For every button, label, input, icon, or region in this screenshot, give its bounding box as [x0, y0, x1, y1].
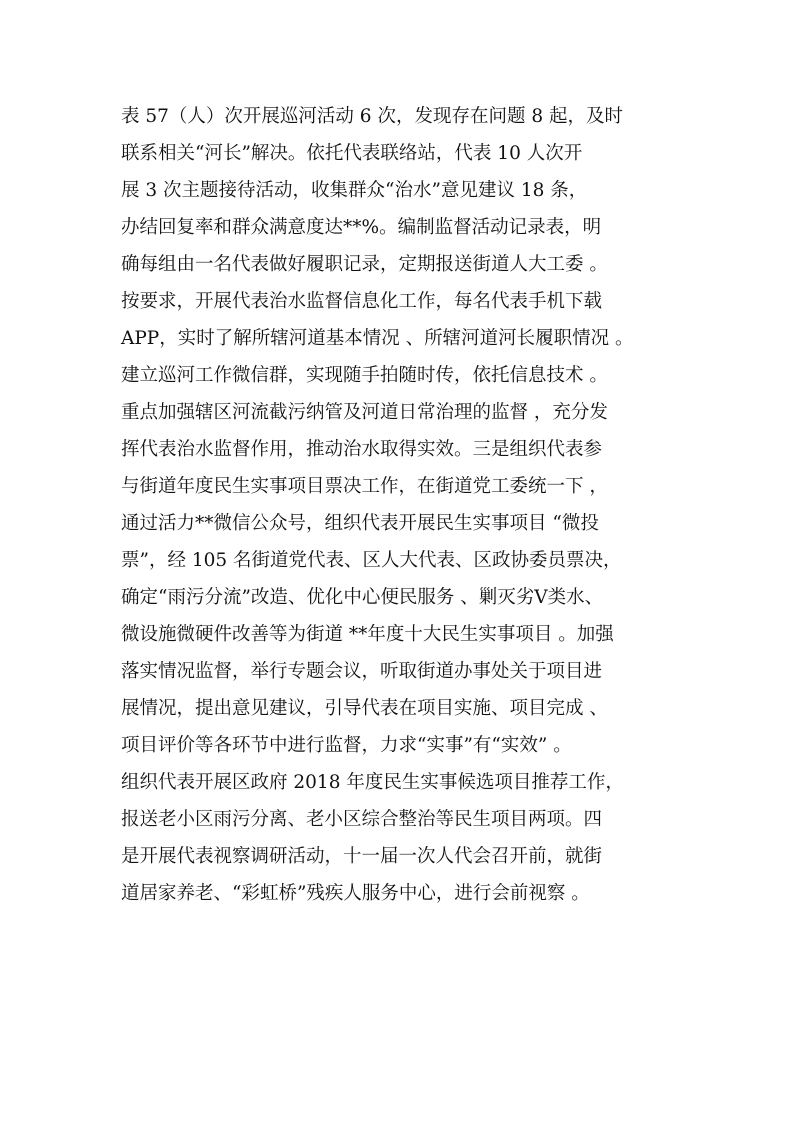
text-line: 项目评价等各环节中进行监督，力求“实事”有“实效” 。 [121, 735, 572, 756]
text-line: 联系相关“河长”解决。依托代表联络站，代表 10 人次开 [121, 143, 583, 164]
text-line: 道居家养老、“彩虹桥”残疾人服务中心，进行会前视察 。 [121, 883, 590, 904]
text-line: 挥代表治水监督作用，推动治水取得实效。三是组织代表参 [121, 439, 603, 460]
text-line: 建立巡河工作微信群，实现随手拍随时传，依托信息技术 。 [121, 365, 608, 386]
body-text [121, 98, 681, 912]
text-line: 与街道年度民生实事项目票决工作，在街道党工委统一下 ， [121, 476, 608, 497]
text-line: APP，实时了解所辖河道基本情况 、所辖河道河长履职情况 。 [121, 328, 634, 349]
text-line: 办结回复率和群众满意度达**%。编制监督活动记录表，明 [121, 217, 602, 238]
text-line: 展情况，提出意见建议，引导代表在项目实施、项目完成 、 [121, 698, 608, 719]
text-line: 确定“雨污分流”改造、优化中心便民服务 、剿灭劣Ⅴ类水、 [121, 587, 604, 608]
text-line: 确每组由一名代表做好履职记录，定期报送街道人大工委 。 [121, 254, 608, 275]
text-line: 票”，经 105 名街道党代表、区人大代表、区政协委员票决， [121, 550, 622, 571]
text-line: 微设施微硬件改善等为街道 **年度十大民生实事项目 。加强 [121, 624, 614, 645]
text-line: 落实情况监督，举行专题会议，听取街道办事处关于项目进 [121, 661, 603, 682]
text-line: 组织代表开展区政府 2018 年度民生实事候选项目推荐工作， [121, 772, 624, 793]
text-line: 报送老小区雨污分离、老小区综合整治等民生项目两项。四 [121, 809, 603, 830]
text-line: 按要求，开展代表治水监督信息化工作，每名代表手机下载 [121, 291, 603, 312]
text-line: 重点加强辖区河流截污纳管及河道日常治理的监督 ，充分发 [121, 402, 608, 423]
text-line: 通过活力**微信公众号，组织代表开展民生实事项目 “微投 [121, 513, 599, 534]
text-line: 表 57（人）次开展巡河活动 6 次，发现存在问题 8 起，及时 [121, 106, 623, 127]
text-line: 是开展代表视察调研活动，十一届一次人代会召开前，就街 [121, 846, 603, 867]
text-line: 展 3 次主题接待活动，收集群众“治水”意见建议 18 条， [121, 180, 588, 201]
